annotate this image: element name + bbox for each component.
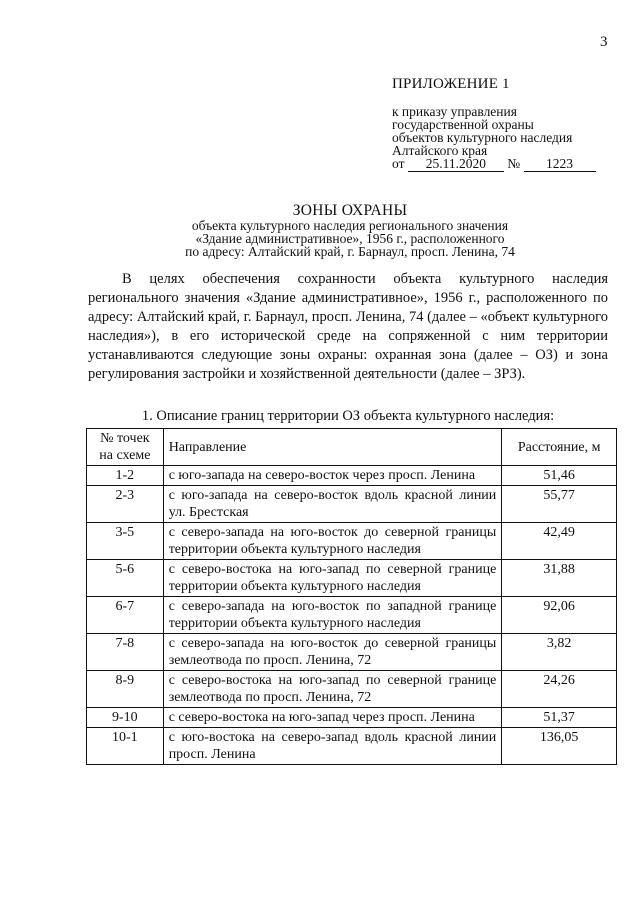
cell-points: 5-6 <box>87 560 164 597</box>
appendix-title: ПРИЛОЖЕНИЕ 1 <box>392 76 510 92</box>
cell-points: 9-10 <box>87 708 164 728</box>
appendix-line: государственной охраны <box>392 117 534 132</box>
header-direction: Направление <box>163 429 502 466</box>
page-number: 3 <box>600 34 608 50</box>
table-row <box>87 708 617 728</box>
table-row <box>87 486 617 523</box>
cell-points: 7-8 <box>87 634 164 671</box>
appendix-block <box>392 76 622 172</box>
table-header-row <box>87 429 617 466</box>
cell-direction: с северо-востока на юго-запад по северной границе землеотвода по просп. Ленина, 72 <box>163 671 502 708</box>
heading-title: ЗОНЫ ОХРАНЫ <box>292 202 408 219</box>
cell-points: 1-2 <box>87 466 164 486</box>
order-number: 1223 <box>524 157 596 172</box>
heading-line: по адресу: Алтайский край, г. Барнаул, просп. Ленина, 74 <box>185 244 515 259</box>
cell-distance: 42,49 <box>502 523 617 560</box>
table-row <box>87 671 617 708</box>
number-prefix: № <box>507 156 521 171</box>
heading-line: объекта культурного наследия регионального значения <box>191 218 509 233</box>
cell-direction: с северо-запада на юго-восток до северной границы землеотвода по просп. Ленина, 72 <box>163 634 502 671</box>
cell-direction: с северо-востока на юго-запад по северной границе территории объекта культурного наследия <box>163 560 502 597</box>
cell-distance: 3,82 <box>502 634 617 671</box>
header-points: № точек на схеме <box>87 429 164 466</box>
table-caption: 1. Описание границ территории ОЗ объекта культурного наследия: <box>141 408 555 424</box>
table-row <box>87 523 617 560</box>
heading-line: «Здание административное», 1956 г., расположенного <box>195 231 505 246</box>
order-date: 25.11.2020 <box>408 157 504 172</box>
date-prefix: от <box>392 156 405 171</box>
document-heading <box>120 203 580 258</box>
cell-points: 10-1 <box>87 728 164 765</box>
cell-distance: 92,06 <box>502 597 617 634</box>
intro-paragraph: В целях обеспечения сохранности объекта культурного наследия регионального значения «Здание административное», 1956 г., расположенного по адресу: Алтайский край, г. Барнаул, просп. Ленина, 74 (далее – «объект культурного наследия»), в его исторической среде на сопряженной с ним территории устанавливаются следующие зоны охраны: охранная зона (далее – ОЗ) и зона регулирования застройки и хозяйственной деятельности (далее – ЗРЗ). <box>88 271 608 382</box>
cell-distance: 51,37 <box>502 708 617 728</box>
appendix-line: к приказу управления <box>392 104 517 119</box>
table-row <box>87 466 617 486</box>
table-row <box>87 597 617 634</box>
order-date-line <box>392 157 622 172</box>
cell-points: 2-3 <box>87 486 164 523</box>
cell-direction: с северо-запада на юго-восток по западной границе территории объекта культурного наследия <box>163 597 502 634</box>
header-distance: Расстояние, м <box>502 429 617 466</box>
cell-distance: 31,88 <box>502 560 617 597</box>
table-row <box>87 728 617 765</box>
boundary-table <box>86 428 617 765</box>
table-row <box>87 560 617 597</box>
cell-points: 3-5 <box>87 523 164 560</box>
appendix-line: Алтайского края <box>392 143 488 158</box>
cell-distance: 136,05 <box>502 728 617 765</box>
cell-distance: 51,46 <box>502 466 617 486</box>
cell-direction: с юго-запада на северо-восток через просп. Ленина <box>163 466 502 486</box>
cell-direction: с северо-востока на юго-запад через просп. Ленина <box>163 708 502 728</box>
cell-direction: с юго-востока на северо-запад вдоль красной линии просп. Ленина <box>163 728 502 765</box>
table-row <box>87 634 617 671</box>
cell-distance: 24,26 <box>502 671 617 708</box>
cell-points: 8-9 <box>87 671 164 708</box>
cell-points: 6-7 <box>87 597 164 634</box>
cell-direction: с северо-запада на юго-восток до северной границы территории объекта культурного наследия <box>163 523 502 560</box>
cell-distance: 55,77 <box>502 486 617 523</box>
appendix-line: объектов культурного наследия <box>392 130 573 145</box>
cell-direction: с юго-запада на северо-восток вдоль красной линии ул. Брестская <box>163 486 502 523</box>
